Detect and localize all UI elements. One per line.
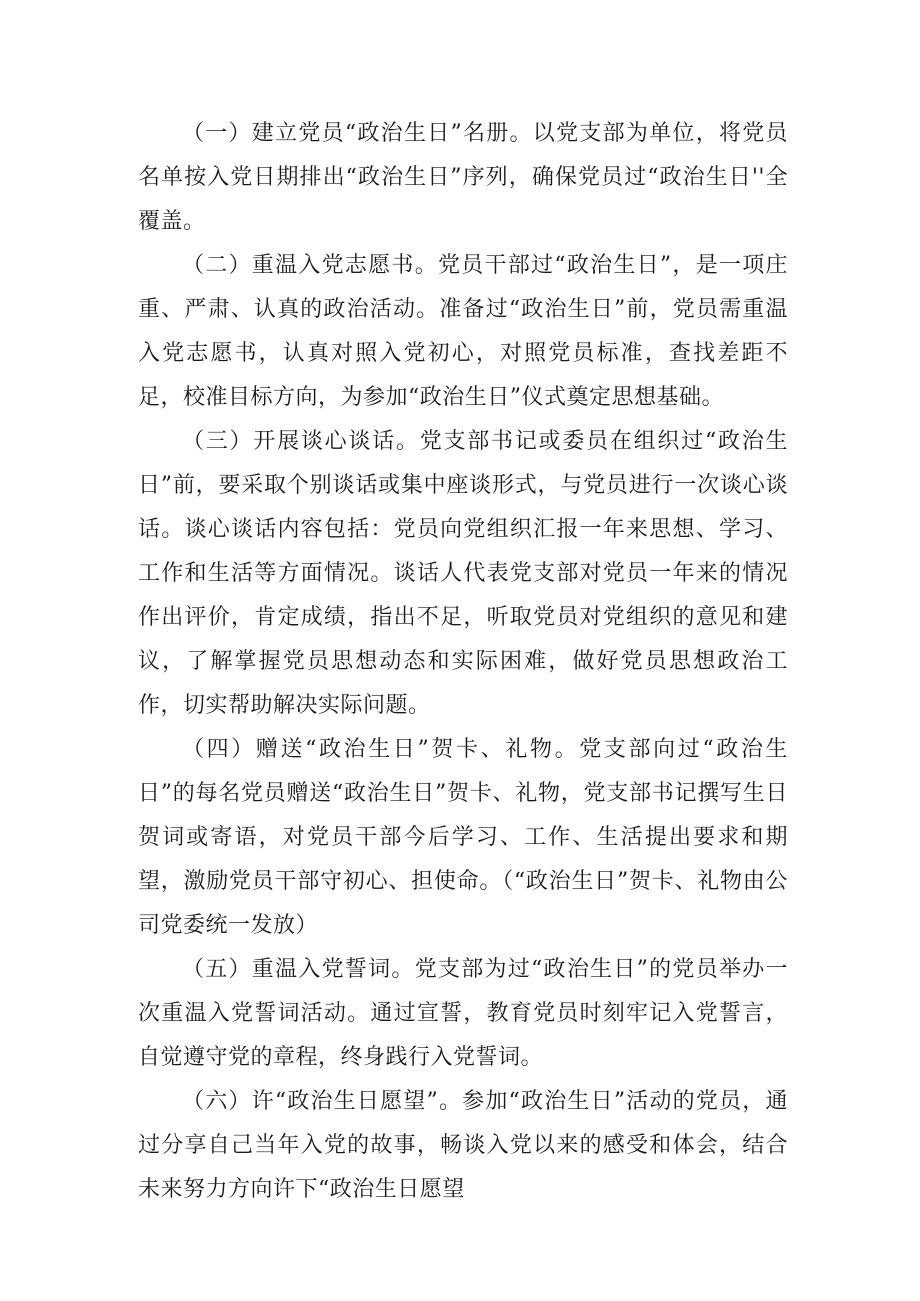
paragraph-2: （二）重温入党志愿书。党员干部过“政治生日”，是一项庄重、严肃、认真的政治活动。准备过“政治生日”前，党员需重温入党志愿书，认真对照入党初心，对照党员标准，查找差距不足，校准目标方向，为参加“政治生日”仪式奠定思想基础。 xyxy=(138,253,788,410)
document-body xyxy=(138,112,788,1212)
paragraph-1: （一）建立党员“政治生日”名册。以党支部为单位，将党员名单按入党日期排出“政治生日”序列，确保党员过“政治生日''全覆盖。 xyxy=(138,121,788,234)
paragraph-3: （三）开展谈心谈话。党支部书记或委员在组织过“政治生日”前，要采取个别谈话或集中座谈形式，与党员进行一次谈心谈话。谈心谈话内容包括：党员向党组织汇报一年来思想、学习、工作和生活等方面情况。谈话人代表党支部对党员一年来的情况作出评价，肯定成绩，指出不足，听取党员对党组织的意见和建议，了解掌握党员思想动态和实际困难，做好党员思想政治工作，切实帮助解决实际问题。 xyxy=(138,429,788,718)
paragraph-5: （五）重温入党誓词。党支部为过“政治生日”的党员举办一次重温入党誓词活动。通过宣誓，教育党员时刻牢记入党誓言，自觉遵守党的章程，终身践行入党誓词。 xyxy=(138,957,788,1070)
paragraph-6: （六）许“政治生日愿望”。参加“政治生日”活动的党员，通过分享自己当年入党的故事，畅谈入党以来的感受和体会，结合未来努力方向许下“政治生日愿望 xyxy=(138,1089,788,1202)
paragraph-4: （四）赠送“政治生日”贺卡、礼物。党支部向过“政治生日”的每名党员赠送“政治生日”贺卡、礼物，党支部书记撰写生日贺词或寄语，对党员干部今后学习、工作、生活提出要求和期望，激励党员干部守初心、担使命。（“政治生日”贺卡、礼物由公司党委统一发放） xyxy=(138,737,788,938)
